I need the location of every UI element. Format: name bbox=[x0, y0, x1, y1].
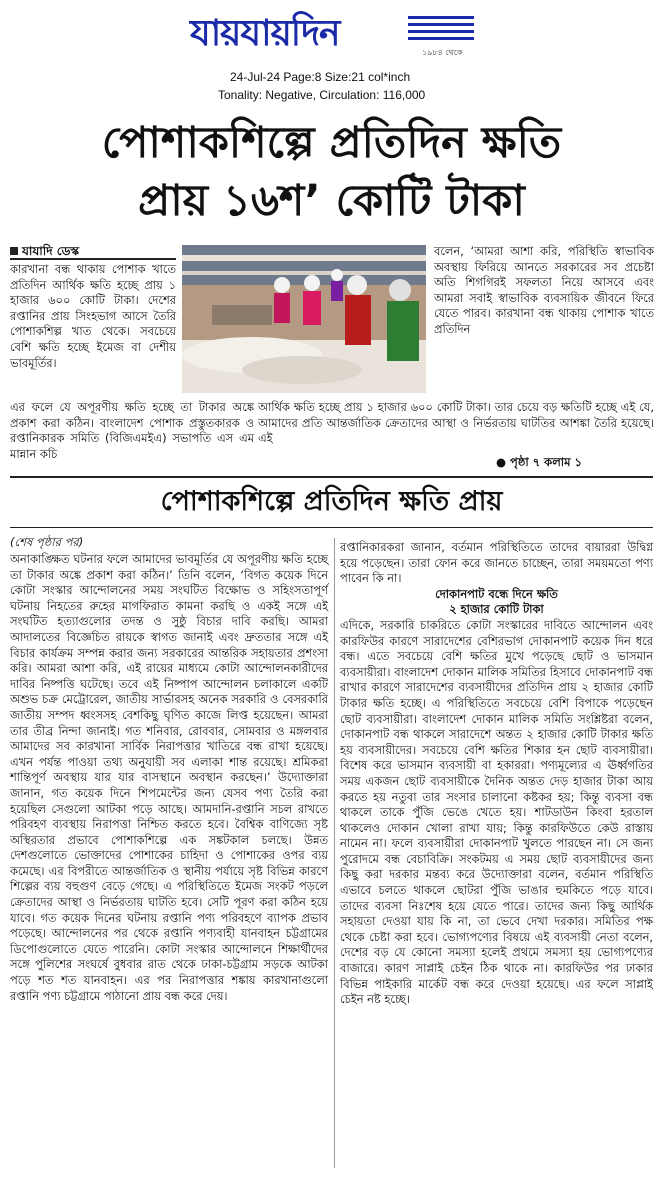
continuation-left-text: অনাকাঙ্ক্ষিত ঘটনার ফলে আমাদের ভাবমূর্তির যে অপূরণীয় ক্ষতি হচ্ছে তা টাকার অঙ্কে প্রকাশ করা কঠিন।’ তিনি বলেন, ‘বিগত কয়েক দিনে কোটা সংস্কার আন্দোলনের সময় সংঘটিত বিক্ষোভ ও সহিংসতাপূর্ণ ঘটনায় নিহতের রুহের মাগফিরাত কামনা করছি ও একই সঙ্গে এই সংঘটিত হত্যাগুলোর তদন্ত ও সুষ্ঠু বিচার দাবি করছি। আমরা আদালতের বিজ্ঞেচিত রায়কে স্বাগত জানাই এবং দ্রুততার সঙ্গে এই বিচার কার্যক্রম সম্পন্ন করার জন্য সরকারের আন্তরিক সহায়তার প্রশংসা করি। আমরা আশা করি, এই রায়ের মাধ্যমে কোটা আন্দোলনকারীদের দাবির নিষ্পত্তি ঘটেছে। তবে এই নিষ্পাপ আন্দোলন চলাকালে একটি অশুভ চক্র মেট্রোরেল, জাতীয় সার্ভারসহ অনেক সরকারি ও বেসরকারি জাতীয় সম্পদ ধ্বংসসহ বেশকিছু ঘৃণিত কাজে লিপ্ত হয়েছেন। আমরা তার তীব্র নিন্দা জানাই। গত শনিবার, রোববার, সোমবার ও মঙ্গলবার আমাদের সব কারখানা সার্বিক নিরাপত্তার খাতিরে বন্ধ রাখা হয়েছে। এখন পর্যন্ত পাওয়া তথ্য অনুযায়ী সব এলাকা শান্ত রয়েছে। শ্রমিকরা শান্তিপূর্ণ অবস্থায় যার যার বাসস্থানে অবস্থান করছেন।’ উদ্যোক্তারা জানান, গত কয়েক দিনে শিপমেন্টের জন্য যেসব পণ্য তৈরি করা হয়েছিল সেগুলো আটকা পড়ে আছে। আমদানি-রপ্তানি সচল রাখতে পরিবহণ ব্যবস্থায় নিরাপত্তা নিশ্চিত করতে হবে। বৈশ্বিক বাণিজ্যে সৃষ্ট অস্থিরতার প্রভাবে পোশাকশিল্পে এক সঙ্কটকাল চলছে। উন্নত দেশগুলোতে ভোক্তাদের পোশাকের চাহিদা ও পোশাকের ওপর ব্যয় কমেছে। এর বিপরীতে আন্তর্জাতিক ও স্থানীয় পর্যায়ে সৃষ্ট বিভিন্ন কারণে শিল্পের ব্যয় বহুগুণ বেড়ে গেছে। এ পরিস্থিতিতে ইমেজ সংকট পড়লে ক্রেতাদের আস্থা ও নির্ভরতায় ঘাটতি হবে। সেটি পূরণ করা কঠিন হয়ে যাবে। গত কয়েক দিনের ঘটনায় রপ্তানি পণ্য পরিবহণে ব্যাপক প্রভাব পড়েছে। আন্দোলনের পর থেকে রপ্তানি পণ্যবাহী যানবাহন চট্টগ্রামের ডিপোগুলোতে যেতে পারেনি। কোটা সংস্কার আন্দোলনে শিক্ষার্থীদের সঙ্গে পুলিশের সংঘর্ষে বুধবার রাত থেকে ঢাকা-চট্টগ্রাম সড়কে আটকা পড়ে শত শত যানবাহন। এর পর নিরাপত্তার শঙ্কায় কারখানাগুলো রপ্তানি পণ্য চট্টগ্রামে পাঠানো প্রায় বন্ধ করে দেয়। bbox=[10, 552, 328, 1003]
photo-illustration bbox=[182, 245, 426, 393]
clip-meta-line1: 24-Jul-24 Page:8 Size:21 col*inch bbox=[230, 70, 411, 84]
continuation-divider bbox=[10, 527, 653, 528]
headline-line2: প্রায় ১৬শ’ কোটি টাকা bbox=[138, 176, 525, 226]
clip-meta-line2: Tonality: Negative, Circulation: 116,000 bbox=[218, 88, 426, 102]
continuation-marker: (শেষ পৃষ্ঠার পর) bbox=[10, 535, 84, 549]
byline-rule bbox=[10, 258, 176, 260]
continuation-left-column bbox=[10, 552, 328, 1004]
continuation-right-column bbox=[340, 540, 653, 1008]
jump-reference: ● পৃষ্ঠা ৭ কলাম ১ bbox=[496, 455, 582, 469]
newspaper-logo: যায়যায়দিন bbox=[190, 13, 340, 54]
continuation-right-intro: রপ্তানিকারকরা জানান, বর্তমান পরিস্থিতিতে তাদের বায়াররা উদ্বিগ্ন হয়ে পড়েছেন। তারা ফোন করে জানতে চাচ্ছেন, তারা সময়মতো পণ্য পাবেন কি না। bbox=[340, 540, 653, 586]
masthead bbox=[190, 6, 480, 58]
byline-text: যাযাদি ডেস্ক bbox=[22, 244, 80, 258]
subhead-line1: দোকানপাট বন্ধে দিনে ক্ষতি bbox=[435, 586, 558, 601]
section-divider bbox=[10, 476, 653, 478]
front-column-2: বলেন, ‘আমরা আশা করি, পরিস্থিতি স্বাভাবিক অবস্থায় ফিরিয়ে আনতে সরকারের সব প্রচেষ্টা অতি শিগগিরই সফলতা নিয়ে আসবে এবং আমরা সবাই স্বাভাবিক ব্যবসায়িক জীবনে ফিরে যেতে পারব। কারখানা বন্ধ থাকায় পোশাক খাতে প্রতিদিন bbox=[434, 244, 654, 336]
logo-established: ১৯৮৪ থেকে bbox=[422, 48, 463, 57]
headline-line1: পোশাকশিল্পে প্রতিদিন ক্ষতি bbox=[101, 118, 562, 168]
front-column-2-continued: আর্থিক ক্ষতি হচ্ছে প্রায় ১ হাজার ৬০০ কোটি টাকা। তার চেয়ে বড় ক্ষতিটি হচ্ছে এই যে, আমাদের প্রতি আন্তর্জাতিক ক্রেতাদের আস্থা ও নির্ভরতায় ঘাটতির আশঙ্কা তৈরি হয়েছে। এই bbox=[258, 400, 654, 446]
byline-square-icon bbox=[10, 247, 18, 255]
headline bbox=[10, 114, 653, 230]
logo-lines bbox=[408, 16, 474, 44]
front-column-1: কারখানা বন্ধ থাকায় পোশাক খাতে প্রতিদিন আর্থিক ক্ষতি হচ্ছে প্রায় ১ হাজার ৬০০ কোটি টাকা। দেশের রপ্তানির প্রায় সিংহভাগ আসে তৈরি পোশাকশিল্প খাত থেকে। সবচেয়ে বেশি ক্ষতি হচ্ছে ইমেজ বা দেশীয় ভাবমূর্তির। bbox=[10, 262, 176, 370]
continuation-headline: পোশাকশিল্পে প্রতিদিন ক্ষতি প্রায় bbox=[160, 486, 503, 517]
byline bbox=[10, 243, 79, 263]
subhead-line2: ২ হাজার কোটি টাকা bbox=[449, 602, 544, 617]
continuation-right-text: এদিকে, সরকারি চাকরিতে কোটা সংস্কারের দাবিতে আন্দোলন এবং কারফিউর কারণে সারাদেশের বেশিরভাগ দোকানপাট কয়েক দিন ধরে বন্ধ। এতে সবচেয়ে বেশি ক্ষতির মুখে পড়েছে ছোট ও ভাসমান ব্যবসায়ীরা। বাংলাদেশ দোকান মালিক সমিতির হিসাবে দোকানপাট বন্ধ রাখার কারণে সারাদেশের ব্যবসায়ীদের প্রতিদিন প্রায় ২ হাজার কোটি টাকার ক্ষতি হচ্ছে। এ পরিস্থিতিতে সবচেয়ে বেশি বিপাকে পড়েছেন ছোট ব্যবসায়ীরা। বাংলাদেশ দোকান মালিক সমিতি সংশ্লিষ্টরা বলেন, দোকানপাট বন্ধ থাকলে সারাদেশে অন্তত ২ হাজার কোটি টাকার ক্ষতি হয় ব্যবসায়ীদের। সবচেয়ে বেশি ক্ষতির শিকার হন ছোট ব্যবসায়ীরা। বিশেষ করে ভাসমান ব্যবসায়ী বা হকাররা। পণ্যমূল্যের এ ঊর্ধ্বগতির সময় একজন ছোট ব্যবসায়ীকে দৈনিক অন্তত দেড় হাজার টাকা আয় করতে হয় নতুবা তার সংসার চালানো কষ্টকর হয়; কিন্তু ব্যবসা বন্ধ থাকলে তাকে পুঁজি ভেঙে খেতে হয়। শাটডাউন কিংবা হরতাল থাকলেও দোকান খোলা রাখা যায়; কিন্তু কারফিউতে কেউ রাস্তায় নামেন না। ফলে ব্যবসায়ীরা দোকানপাট খুলতে পারছেন না। সে জন্য পুরোদমে বন্ধ বেচাবিক্রি। সংকটময় এ সময় ছোট ব্যবসায়ীদের জন্য কিছু করা দরকার মন্তব্য করে উদ্যোক্তারা বলেন, বর্তমান পরিস্থিতি এভাবে চলতে থাকলে ছোটরা পুঁজি ভাঙার হুমকিতে পড়ে যাবে। তাদের ব্যবসা নিঃশেষ হয়ে যেতে পারে। তাদের জন্য কিছু আর্থিক সহায়তা দেওয়া যায় কি না, তা ভেবে দেখা দরকার। সমিতির পক্ষ থেকে চেষ্টা করা হবে। ভোগ্যপণ্যের বিষয়ে এই ব্যবসায়ী নেতা বলেন, দেশের বড় যে কোনো সমস্যা হলেই প্রথমে সমস্যা হয় ভোগ্যপণ্যের বাজারে। কারণ সাপ্লাই চেইন ঠিক থাকে না। কারফিউর পর ঢাকার বিভিন্ন পাইকারি মার্কেট বন্ধ করে দেওয়া হয়েছে। এর ফলে সাপ্লাই চেইন নষ্ট হচ্ছে। bbox=[340, 617, 653, 1007]
column-separator bbox=[334, 538, 335, 1168]
front-column-1-continued: এর ফলে যে অপূরণীয় ক্ষতি হচ্ছে তা টাকার অঙ্কে প্রকাশ করা কঠিন। বাংলাদেশ পোশাক প্রস্তুতকারক ও রপ্তানিকারক সমিতি (বিজিএমইএ) সভাপতি এস এম মান্নান কচি bbox=[10, 400, 254, 461]
garment-factory-photo bbox=[182, 245, 426, 393]
